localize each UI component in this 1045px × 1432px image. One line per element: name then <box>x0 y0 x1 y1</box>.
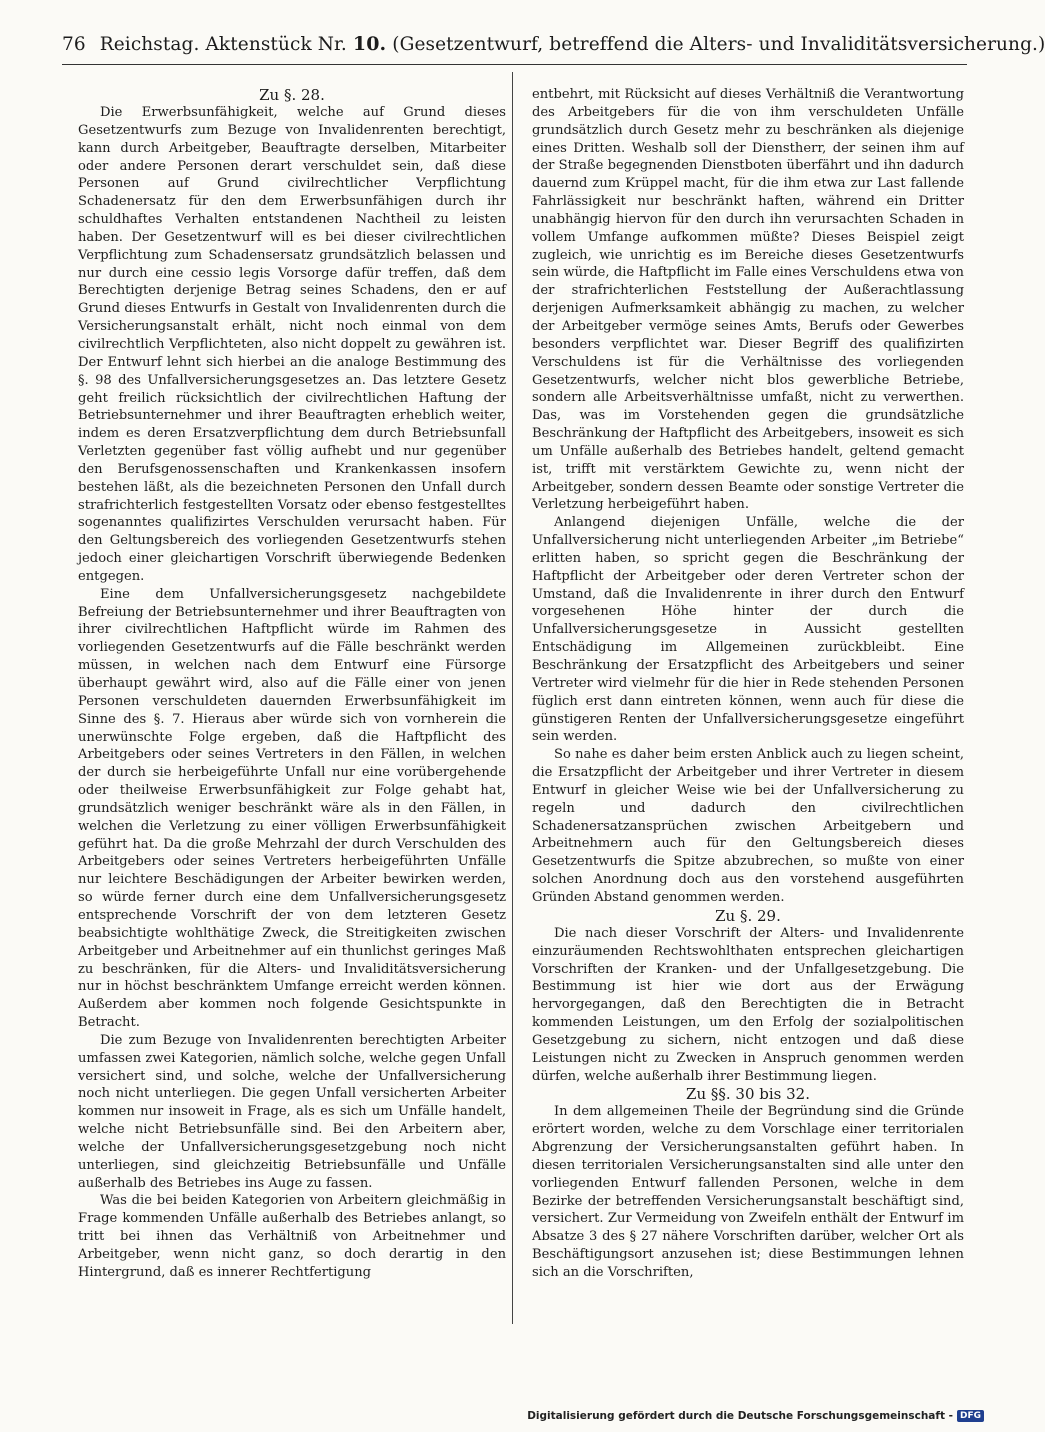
paragraph: Die Erwerbsunfähigkeit, welche auf Grund dieses Gesetzentwurfs zum Bezuge von Invalidenrenten berechtigt, kann durch Arbeitgeber, Beauftragte derselben, Mitarbeiter oder andere Personen derart verschuldet sein, daß diese Personen auf Grund civilrechtlicher Verpflichtung Schadenersatz für den dem Erwerbsunfähigen durch ihr schuldhaftes Verhalten entstandenen Nachtheil zu leisten haben. Der Gesetzentwurf will es bei dieser civilrechtlichen Verpflichtung zum Schadensersatz grundsätzlich belassen und nur durch eine cessio legis Vorsorge dafür treffen, daß dem Berechtigten derjenige Betrag seines Schadens, den er auf Grund dieses Entwurfs in Gestalt von Invalidenrenten durch die Versicherungsanstalt erhält, nicht noch einmal von dem civilrechtlich Verpflichteten, also nicht doppelt zu gewähren ist. Der Entwurf lehnt sich hierbei an die analoge Bestimmung des §. 98 des Unfallversicherungsgesetzes an. Das letztere Gesetz geht freilich rücksichtlich der civilrechtlichen Haftung der Betriebsunternehmer und ihrer Beauftragten erheblich weiter, indem es deren Ersatzverpflichtung dem durch Betriebsunfall Verletzten gegenüber fast völlig aufhebt und nur gegenüber den Berufsgenossenschaften und Krankenkassen insofern bestehen läßt, als die bezeichneten Personen den Unfall durch strafrichterlich festgestellten Vorsatz oder ebenso festgestelltes sogenanntes qualifizirtes Verschulden verursacht haben. Für den Geltungsbereich des vorliegenden Gesetzentwurfs stehen jedoch einer gleichartigen Vorschrift überwiegende Bedenken entgegen. <box>78 105 506 584</box>
header-title-prefix: Reichstag. Aktenstück Nr. <box>99 34 347 55</box>
right-column <box>532 86 964 1326</box>
section-heading-30-32: Zu §§. 30 bis 32. <box>686 1085 810 1104</box>
digitization-footer <box>527 1410 984 1422</box>
paragraph: entbehrt, mit Rücksicht auf dieses Verhältniß die Verantwortung des Arbeitgebers für die von ihm verschuldeten Unfälle grundsätzlich durch Gesetz mehr zu beschränken als diejenige eines Dritten. Weshalb soll der Dienstherr, der seinen ihm auf der Straße begegnenden Dienstboten überfährt und ihn dadurch dauernd zum Krüppel macht, für die ihm etwa zur Last fallende Fahrlässigkeit nur beschränkt haften, während ein Dritter unabhängig hiervon für den durch ihn verursachten Schaden in vollem Umfange aufkommen müßte? Dieses Beispiel zeigt zugleich, wie unrichtig es im Bereiche dieses Gesetzentwurfs sein würde, die Haftpflicht im Falle eines Verschuldens etwa von der strafrichterlichen Feststellung der Außerachtlassung derjenigen Aufmerksamkeit abhängig zu machen, zu welcher der Arbeitgeber vermöge seines Amts, Berufs oder Gewerbes besonders verpflichtet war. Dieser Begriff des qualifizirten Verschuldens ist für die Verhältnisse des vorliegenden Gesetzentwurfs, welcher nicht blos gewerbliche Betriebe, sondern alle Arbeitsverhältnisse umfaßt, nicht zu verwerthen. Das, was im Vorstehenden gegen die grundsätzliche Beschränkung der Haftpflicht des Arbeitgebers, insoweit es sich um Unfälle außerhalb des Betriebes handelt, geltend gemacht ist, trifft mit verstärktem Gewichte zu, wenn nicht der Arbeitgeber, sondern dessen Beamte oder sonstige Vertreter die Verletzung herbeigeführt haben. <box>532 87 964 513</box>
paragraph: Anlangend diejenigen Unfälle, welche die der Unfallversicherung nicht unterliegenden Arbeiter „im Betriebe“ erlitten haben, so spricht gegen die Beschränkung der Haftpflicht der Arbeitgeber oder deren Vertreter schon der Umstand, daß die Invalidenrente in ihrer durch den Entwurf vorgesehenen Höhe hinter der durch die Unfallversicherungsgesetze in Aussicht gestellten Entschädigung im Allgemeinen zurückbleibt. Eine Beschränkung der Ersatzpflicht des Arbeitgebers und seiner Vertreter wird vielmehr für die hier in Rede stehenden Personen füglich erst dann eintreten können, wenn auch für diese die günstigeren Renten der Unfallversicherungsgesetze eingeführt sein werden. <box>532 515 964 745</box>
column-divider <box>512 72 513 1324</box>
header-title-suffix: (Gesetzentwurf, betreffend die Alters- und Invaliditätsversicherung.) <box>392 34 1045 55</box>
section-heading-29: Zu §. 29. <box>715 906 781 925</box>
act-number: 10. <box>352 33 387 55</box>
paragraph: In dem allgemeinen Theile der Begründung sind die Gründe erörtert worden, welche zu dem Vorschlage einer territorialen Abgrenzung der Versicherungsanstalten geführt haben. In diesen territorialen Versicherungsanstalten sind alle unter den vorliegenden Entwurf fallenden Personen, welche in dem Bezirke der betreffenden Versicherungsanstalt beschäftigt sind, versichert. Zur Vermeidung von Zweifeln enthält der Entwurf im Absatze 3 des § 27 nähere Vorschriften darüber, welcher Ort als Beschäftigungsort anzusehen ist; diese Bestimmungen lehnen sich an die Vorschriften, <box>532 1104 964 1280</box>
paragraph: Die zum Bezuge von Invalidenrenten berechtigten Arbeiter umfassen zwei Kategorien, nämlich solche, welche gegen Unfall versichert sind, und solche, welche der Unfallversicherung noch nicht unterliegen. Die gegen Unfall versicherten Arbeiter kommen nur insoweit in Frage, als es sich um Unfälle handelt, welche nicht Betriebsunfälle sind. Bei den Arbeitern aber, welche der Unfallversicherungsgesetzgebung noch nicht unterliegen, sind gleichzeitig Betriebsunfälle und Unfälle außerhalb des Betriebes ins Auge zu fassen. <box>78 1032 506 1191</box>
page-number: 76 <box>62 34 86 55</box>
paragraph: So nahe es daher beim ersten Anblick auch zu liegen scheint, die Ersatzpflicht der Arbeitgeber und ihrer Vertreter in diesem Entwurf in gleicher Weise wie bei der Unfallversicherung zu regeln und dadurch den civilrechtlichen Schadenersatzansprüchen zwischen Arbeitgebern und Arbeitnehmern auch für den Geltungsbereich dieses Gesetzentwurfs die Spitze abzubrechen, so mußte von einer solchen Anordnung doch aus den vorstehend ausgeführten Gründen Abstand genommen werden. <box>532 747 964 905</box>
page-header <box>62 32 1045 57</box>
dfg-logo: DFG <box>957 1410 984 1422</box>
paragraph: Die nach dieser Vorschrift der Alters- und Invalidenrente einzuräumenden Rechtswohlthaten entsprechen gleichartigen Vorschriften der Kranken- und der Unfallgesetzgebung. Die Bestimmung ist hier wie dort aus der Erwägung hervorgegangen, daß den Berechtigten die in Betracht kommenden Leistungen, um den Erfolg der sozialpolitischen Gesetzgebung zu sichern, nicht entzogen und daß diese Leistungen nicht zu Zwecken in Anspruch genommen werden dürfen, welche außerhalb ihrer Bestimmung liegen. <box>532 925 964 1084</box>
footer-text: Digitalisierung gefördert durch die Deutsche Forschungsgemeinschaft - <box>527 1410 953 1422</box>
paragraph: Was die bei beiden Kategorien von Arbeitern gleichmäßig in Frage kommenden Unfälle außerhalb des Betriebes anlangt, so tritt bei ihnen das Verhältniß von Arbeitnehmer und Arbeitgeber, wenn nicht ganz, so doch derartig in den Hintergrund, daß es innerer Rechtfertigung <box>78 1193 506 1280</box>
section-heading-28: Zu §. 28. <box>259 86 325 104</box>
header-rule <box>62 64 967 65</box>
paragraph: Eine dem Unfallversicherungsgesetz nachgebildete Befreiung der Betriebsunternehmer und ihrer Beauftragten von ihrer civilrechtlichen Haftpflicht würde im Rahmen des vorliegenden Gesetzentwurfs auf die Fälle beschränkt werden müssen, in welchen nach dem Entwurf eine Fürsorge überhaupt gewährt wird, also auf die Fälle einer von jenen Personen verschuldeten dauernden Erwerbsunfähigkeit im Sinne des §. 7. Hieraus aber würde sich von vornherein die unerwünschte Folge ergeben, daß die Haftpflicht des Arbeitgebers oder seines Vertreters in den Fällen, in welchen der durch sie herbeigeführte Unfall nur eine vorübergehende oder theilweise Erwerbsunfähigkeit zur Folge gehabt hat, grundsätzlich weniger beschränkt wäre als in den Fällen, in welchen die Verletzung zu einer völligen Erwerbsunfähigkeit geführt hat. Da die große Mehrzahl der durch Verschulden des Arbeitgebers oder seines Vertreters herbeigeführten Unfälle nur leichtere Beschädigungen der Arbeiter bewirken werden, so würde ferner durch eine dem Unfallversicherungsgesetz entsprechende Vorschrift der von dem letzteren Gesetz beabsichtigte wohlthätige Zweck, die Streitigkeiten zwischen Arbeitgeber und Arbeitnehmer auf ein thunlichst geringes Maß zu beschränken, für die Alters- und Invaliditätsversicherung nur in höchst beschränktem Umfange erreicht werden können. Außerdem aber kommen noch folgende Gesichtspunkte in Betracht. <box>78 586 506 1031</box>
left-column <box>78 86 506 1326</box>
